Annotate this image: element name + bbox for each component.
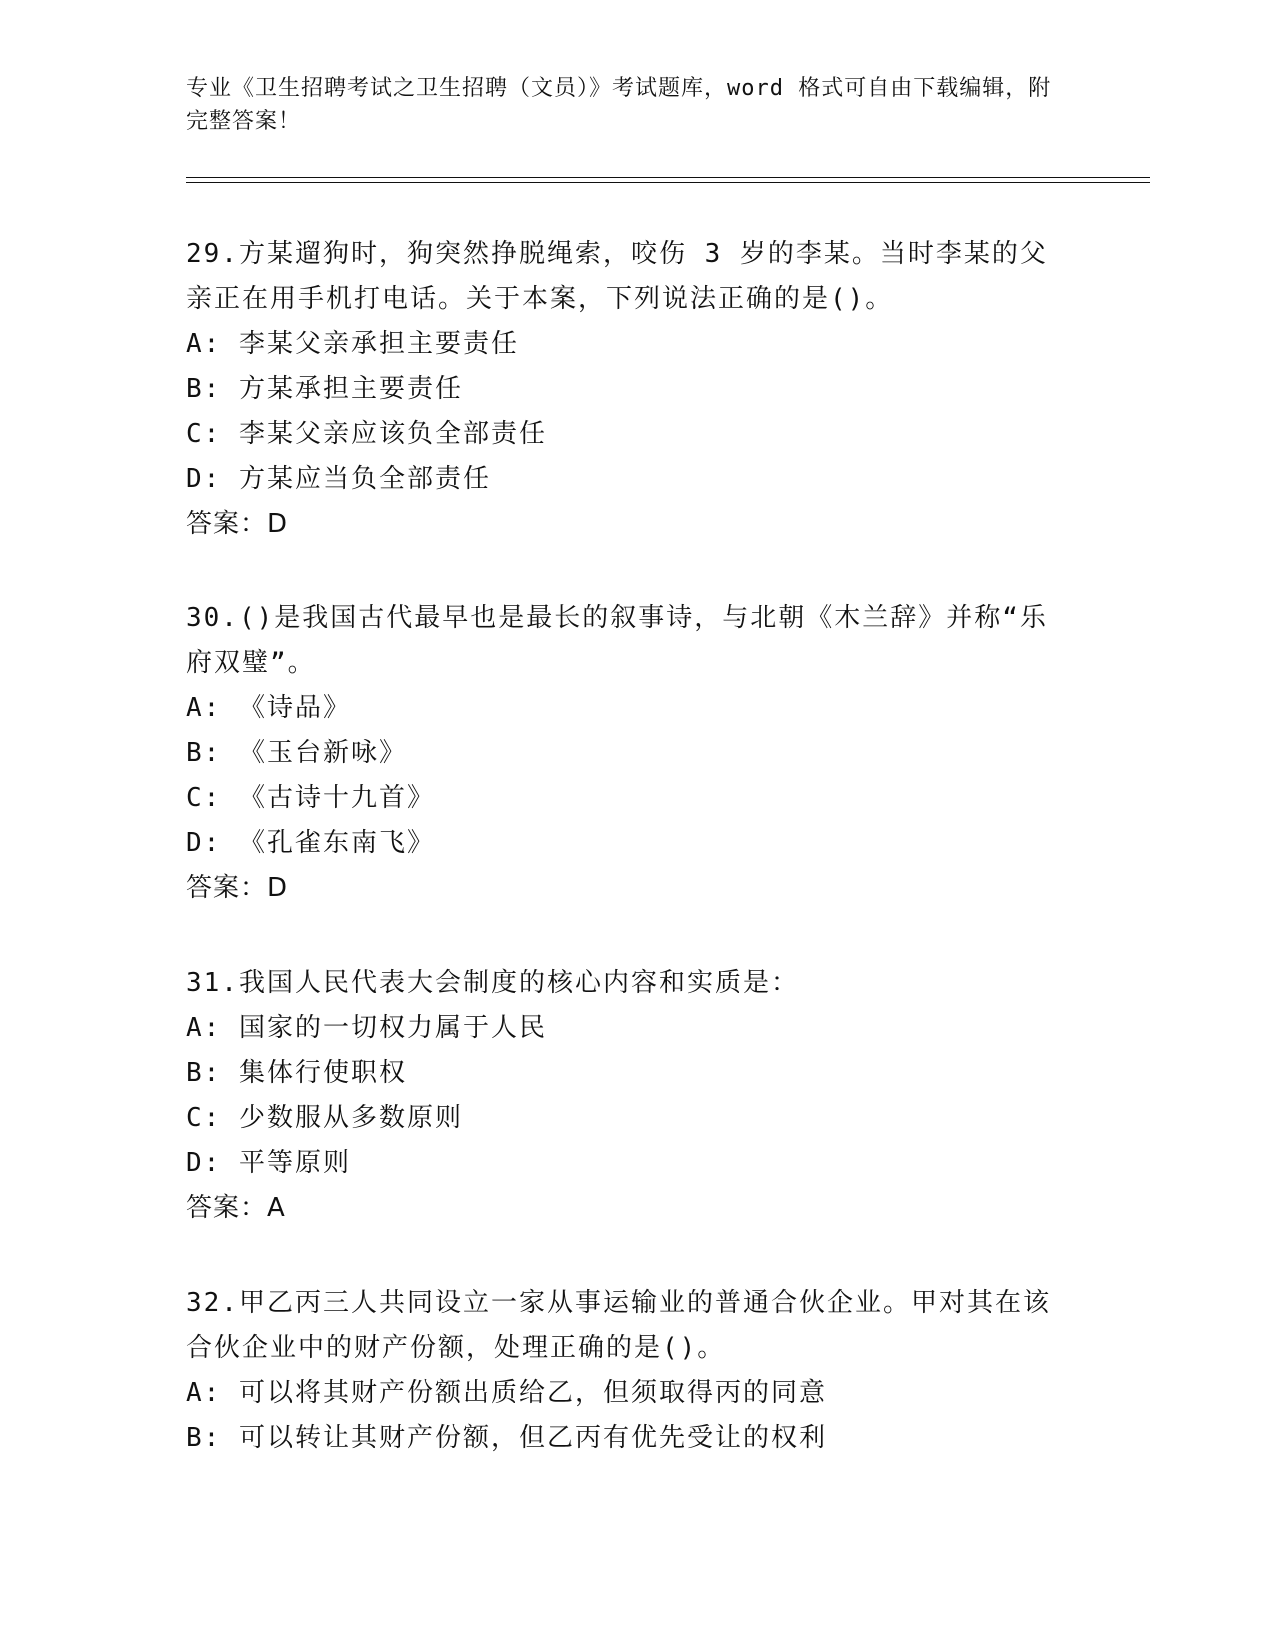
option-d: D: 方某应当负全部责任	[186, 464, 491, 494]
question-block-32	[186, 1281, 1066, 1461]
question-text: 29.方某遛狗时，狗突然挣脱绳索，咬伤 3 岁的李某。当时李某的父亲正在用手机打电话。关于本案，下列说法正确的是()。	[186, 239, 1048, 314]
option-d: D: 平等原则	[186, 1148, 351, 1178]
option-b: B: 集体行使职权	[186, 1058, 407, 1088]
option-b: B: 可以转让其财产份额，但乙丙有优先受让的权利	[186, 1423, 827, 1453]
question-block-30	[186, 596, 1066, 911]
option-d: D: 《孔雀东南飞》	[186, 828, 435, 858]
option-b: B: 《玉台新咏》	[186, 738, 407, 768]
answer-line: 答案：D	[186, 509, 289, 539]
question-block-29	[186, 232, 1066, 547]
question-block-31	[186, 961, 1066, 1231]
question-text: 30.()是我国古代最早也是最长的叙事诗，与北朝《木兰辞》并称“乐府双璧”。	[186, 603, 1048, 678]
option-c: C: 李某父亲应该负全部责任	[186, 419, 547, 449]
question-text: 31.我国人民代表大会制度的核心内容和实质是：	[186, 968, 799, 998]
option-c: C: 少数服从多数原则	[186, 1103, 463, 1133]
option-c: C: 《古诗十九首》	[186, 783, 435, 813]
option-a: A: 可以将其财产份额出质给乙，但须取得丙的同意	[186, 1378, 827, 1408]
answer-line: 答案：A	[186, 1193, 286, 1223]
header-divider-bottom	[186, 182, 1150, 183]
option-b: B: 方某承担主要责任	[186, 374, 463, 404]
option-a: A: 《诗品》	[186, 693, 351, 723]
option-a: A: 国家的一切权力属于人民	[186, 1013, 547, 1043]
answer-line: 答案：D	[186, 873, 289, 903]
option-a: A: 李某父亲承担主要责任	[186, 329, 519, 359]
header-divider-top	[186, 177, 1150, 178]
question-text: 32.甲乙丙三人共同设立一家从事运输业的普通合伙企业。甲对其在该合伙企业中的财产份额，处理正确的是()。	[186, 1288, 1051, 1363]
document-intro: 专业《卫生招聘考试之卫生招聘（文员）》考试题库，word 格式可自由下载编辑，附完整答案！	[186, 76, 1052, 134]
